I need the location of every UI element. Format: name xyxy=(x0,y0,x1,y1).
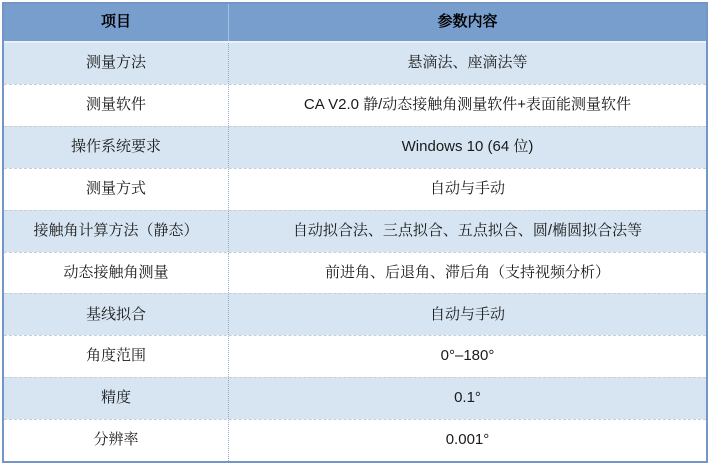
row-value-cell: 0.1° xyxy=(228,378,706,419)
row-value-cell: 自动拟合法、三点拟合、五点拟合、圆/椭圆拟合法等 xyxy=(228,211,706,252)
row-label-cell: 操作系统要求 xyxy=(70,137,161,155)
header-content-cell: 参数内容 xyxy=(228,4,706,41)
row-value-cell: 自动与手动 xyxy=(228,294,706,335)
row-label-cell: 动态接触角测量 xyxy=(63,263,169,281)
table-row xyxy=(4,168,706,210)
table-row xyxy=(4,84,706,126)
row-value-cell: 0.001° xyxy=(228,420,706,461)
row-value-cell: 0°–180° xyxy=(228,336,706,377)
table-row xyxy=(4,335,706,377)
table-row xyxy=(4,126,706,168)
row-label-cell: 精度 xyxy=(100,389,131,407)
row-label-cell: 接触角计算方法（静态） xyxy=(33,221,199,239)
row-label-cell: 分辨率 xyxy=(93,431,139,449)
table-row xyxy=(4,377,706,419)
row-label-cell: 测量方式 xyxy=(85,179,146,197)
table-row xyxy=(4,419,706,461)
row-value-cell: 悬滴法、座滴法等 xyxy=(228,43,706,84)
table-row xyxy=(4,293,706,335)
row-label-cell: 测量方法 xyxy=(85,54,146,72)
row-value-cell: 自动与手动 xyxy=(228,169,706,210)
table-row xyxy=(4,210,706,252)
table-row xyxy=(4,43,706,84)
table-body xyxy=(4,43,706,461)
row-value-cell: CA V2.0 静/动态接触角测量软件+表面能测量软件 xyxy=(228,85,706,126)
row-label-cell: 基线拟合 xyxy=(85,305,146,323)
row-label-cell: 测量软件 xyxy=(85,95,146,113)
row-value-cell: Windows 10 (64 位) xyxy=(228,127,706,168)
row-label-cell: 角度范围 xyxy=(85,347,146,365)
table-row xyxy=(4,252,706,294)
table-header-row xyxy=(4,4,706,43)
spec-table xyxy=(2,2,708,463)
header-item-cell: 项目 xyxy=(100,13,131,31)
row-value-cell: 前进角、后退角、滞后角（支持视频分析） xyxy=(228,253,706,294)
